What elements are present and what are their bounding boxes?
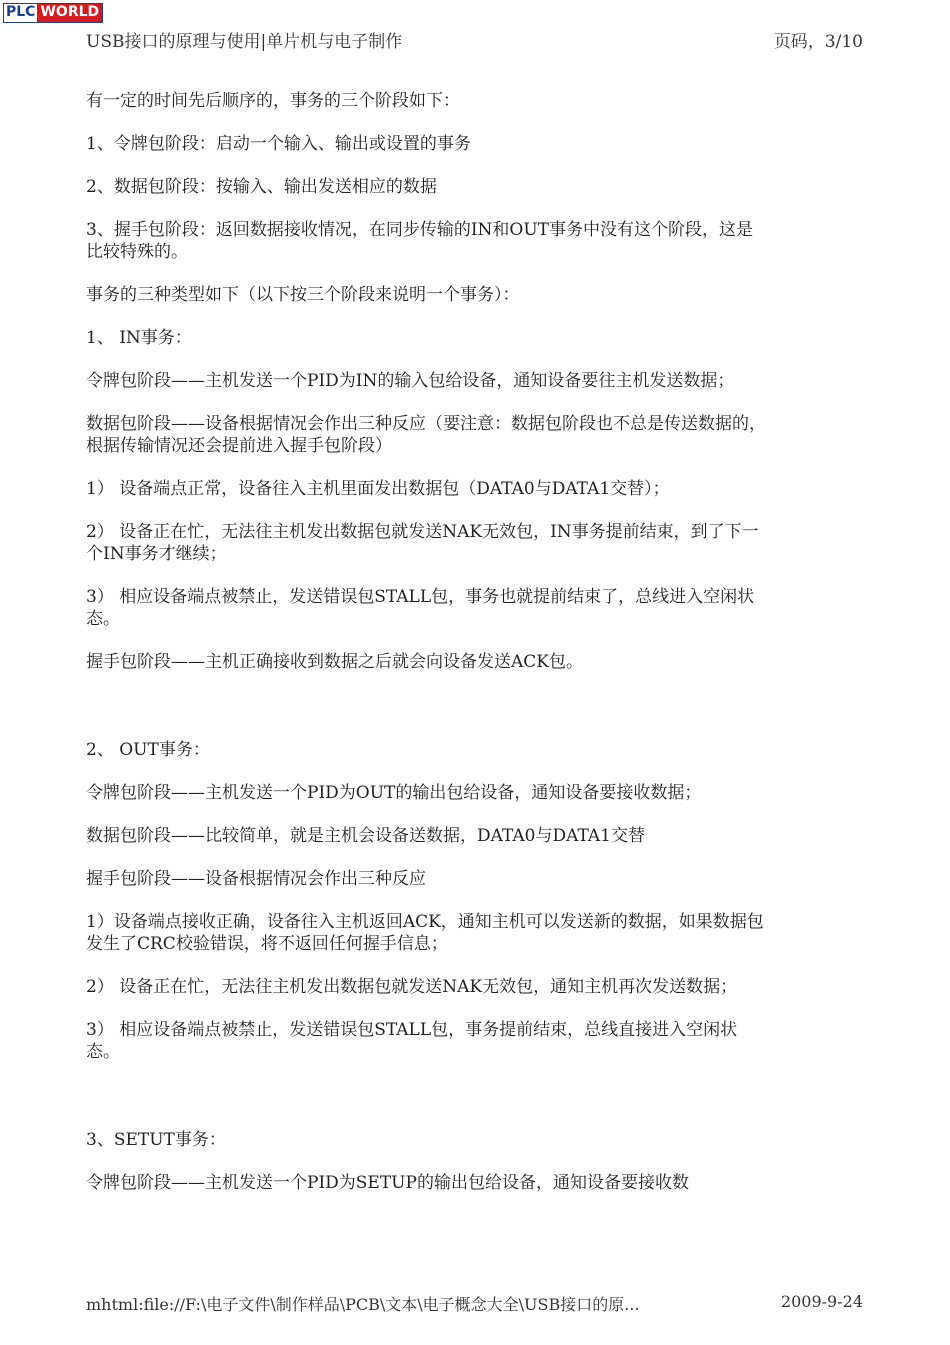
paragraph: 1、令牌包阶段：启动一个输入、输出或设置的事务	[86, 134, 471, 154]
document-body	[86, 90, 766, 1215]
footer-date: 2009-9-24	[780, 1292, 863, 1311]
paragraph: 事务的三种类型如下（以下按三个阶段来说明一个事务）：	[86, 285, 520, 305]
logo-plc-text: PLC	[6, 4, 36, 20]
paragraph: 数据包阶段——设备根据情况会作出三种反应（要注意：数据包阶段也不总是传送数据的，根据传输情况还会提前进入握手包阶段）	[86, 414, 766, 456]
logo-world-text: WORLD	[37, 4, 102, 22]
section-heading: 3、SETUT事务：	[86, 1130, 226, 1150]
page-number: 页码，3/10	[773, 32, 863, 52]
paragraph: 令牌包阶段——主机发送一个PID为SETUP的输出包给设备，通知设备要接收数	[86, 1173, 689, 1193]
section-heading: 2、 OUT事务：	[86, 740, 210, 760]
paragraph: 握手包阶段——主机正确接收到数据之后就会向设备发送ACK包。	[86, 652, 583, 672]
paragraph: 2） 设备正在忙，无法往主机发出数据包就发送NAK无效包，通知主机再次发送数据；	[86, 977, 738, 997]
page-header-title: USB接口的原理与使用|单片机与电子制作	[86, 32, 403, 52]
paragraph: 1） 设备端点正常，设备往入主机里面发出数据包（DATA0与DATA1交替）；	[86, 479, 670, 499]
plcworld-logo	[3, 3, 103, 23]
section-heading: 1、 IN事务：	[86, 328, 192, 348]
paragraph: 2、数据包阶段：按输入、输出发送相应的数据	[86, 177, 437, 197]
paragraph: 有一定的时间先后顺序的，事务的三个阶段如下：	[86, 91, 460, 111]
paragraph: 握手包阶段——设备根据情况会作出三种反应	[86, 869, 426, 889]
paragraph: 数据包阶段——比较简单，就是主机会设备送数据，DATA0与DATA1交替	[86, 826, 645, 846]
paragraph: 令牌包阶段——主机发送一个PID为IN的输入包给设备，通知设备要往主机发送数据；	[86, 371, 735, 391]
paragraph: 3） 相应设备端点被禁止，发送错误包STALL包，事务提前结束，总线直接进入空闲状态。	[86, 1020, 738, 1062]
paragraph: 3） 相应设备端点被禁止，发送错误包STALL包，事务也就提前结束了，总线进入空闲状态。	[86, 587, 755, 629]
footer-url: mhtml:file://F:\电子文件\制作样品\PCB\文本\电子概念大全\USB接口的原...	[86, 1295, 640, 1314]
paragraph: 2） 设备正在忙，无法往主机发出数据包就发送NAK无效包，IN事务提前结束，到了下一个IN事务才继续；	[86, 522, 759, 564]
paragraph: 令牌包阶段——主机发送一个PID为OUT的输出包给设备，通知设备要接收数据；	[86, 783, 702, 803]
paragraph: 3、握手包阶段：返回数据接收情况，在同步传输的IN和OUT事务中没有这个阶段，这是比较特殊的。	[86, 220, 754, 262]
paragraph: 1）设备端点接收正确，设备往入主机返回ACK，通知主机可以发送新的数据，如果数据包发生了CRC校验错误，将不返回任何握手信息；	[86, 912, 764, 954]
